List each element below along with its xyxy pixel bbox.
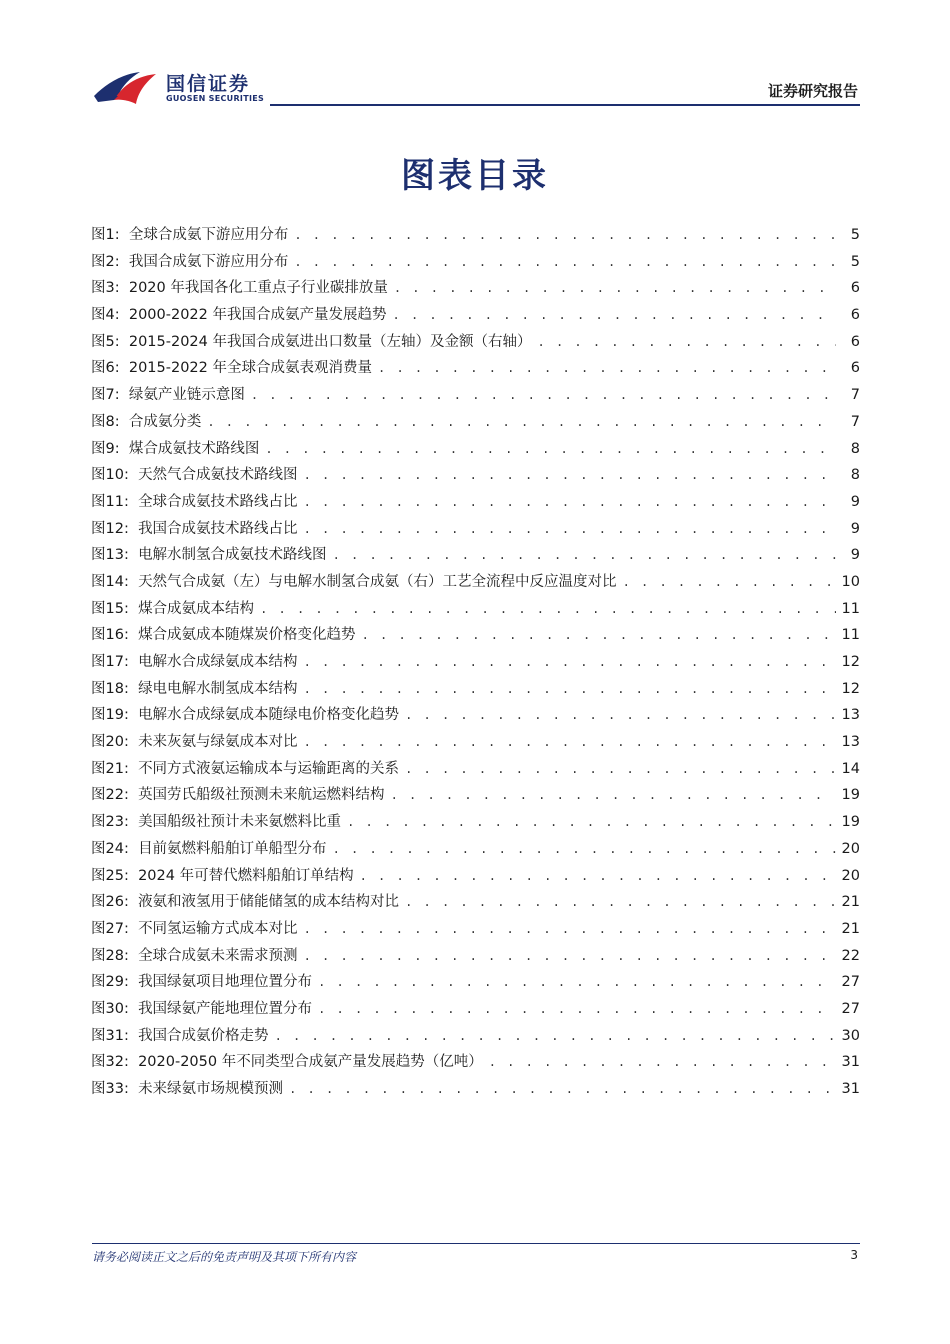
toc-page-number: 20 [841,867,860,884]
toc-figure-title: 未来灰氨与绿氨成本对比 [138,734,298,751]
toc-page-number: 6 [850,360,860,377]
toc-dot-leader [207,409,836,436]
toc-figure-title: 煤合成氨成本结构 [138,600,255,617]
toc-figure-title: 不同氢运输方式成本对比 [138,920,298,937]
toc-figure-label: 图12: [91,520,129,537]
toc-entry[interactable] [91,676,860,703]
toc-dot-leader [318,996,835,1023]
toc-entry[interactable] [91,943,860,970]
toc-figure-label: 图15: [91,600,129,617]
toc-dot-leader [394,275,836,302]
toc-spacer [129,596,138,623]
toc-figure-title: 绿氨产业链示意图 [128,387,245,404]
toc-dot-leader [391,782,836,809]
toc-dot-leader [304,649,836,676]
toc-dot-leader [251,382,836,409]
logo-english-name: GUOSEN SECURITIES [166,94,265,103]
toc-figure-title: 我国绿氨产能地理位置分布 [138,1000,313,1017]
toc-spacer [129,1049,138,1076]
toc-page-number: 13 [841,707,860,724]
toc-figure-label: 图31: [91,1027,129,1044]
toc-entry[interactable] [91,436,860,463]
toc-figure-label: 图14: [91,573,129,590]
toc-figure-label: 图1: [91,227,120,243]
toc-spacer [120,222,129,249]
toc-figure-title: 全球合成氨技术路线占比 [138,493,298,510]
toc-entry[interactable] [91,702,860,729]
toc-entry[interactable] [91,782,860,809]
toc-entry[interactable] [91,863,860,890]
toc-figure-label: 图8: [91,413,120,430]
toc-dot-leader [538,329,837,356]
toc-entry[interactable] [91,596,860,623]
toc-spacer [129,809,138,836]
toc-figure-label: 图28: [91,947,129,964]
toc-figure-title: 不同方式液氨运输成本与运输距离的关系 [138,760,400,777]
figure-list [91,222,860,1103]
toc-dot-leader [360,863,836,890]
toc-dot-leader [405,756,835,783]
toc-dot-leader [304,462,836,489]
toc-spacer [120,436,129,463]
toc-spacer [129,1076,138,1103]
toc-dot-leader [378,355,836,382]
toc-figure-title: 全球合成氨下游应用分布 [128,227,289,243]
toc-figure-label: 图33: [91,1081,129,1097]
footer-divider [92,1243,860,1244]
toc-figure-label: 图32: [91,1054,129,1071]
toc-page-number: 21 [841,894,860,911]
toc-dot-leader [260,596,835,623]
toc-dot-leader [294,222,836,249]
toc-spacer [129,836,138,863]
toc-page-number: 9 [850,520,860,537]
toc-figure-label: 图2: [91,253,120,270]
toc-figure-title: 2024 年可替代燃料船舶订单结构 [138,867,354,884]
toc-spacer [120,409,129,436]
toc-dot-leader [333,542,836,569]
toc-entry[interactable] [91,542,860,569]
toc-page-number: 7 [850,387,860,404]
toc-figure-title: 煤合成氨成本随煤炭价格变化趋势 [138,627,356,644]
toc-page-number: 6 [850,280,860,297]
toc-figure-label: 图13: [91,547,129,564]
toc-spacer [129,969,138,996]
toc-entry[interactable] [91,462,860,489]
page-header [0,0,950,110]
toc-entry[interactable] [91,649,860,676]
toc-figure-label: 图29: [91,974,129,991]
toc-page-number: 13 [841,734,860,751]
toc-entry[interactable] [91,916,860,943]
toc-page-number: 12 [841,654,860,670]
toc-entry[interactable] [91,756,860,783]
toc-figure-title: 全球合成氨未来需求预测 [138,947,298,964]
toc-spacer [129,462,138,489]
toc-figure-title: 我国合成氨下游应用分布 [128,253,289,270]
toc-spacer [129,756,138,783]
toc-entry[interactable] [91,382,860,409]
toc-spacer [129,622,138,649]
toc-spacer [120,355,129,382]
toc-dot-leader [333,836,836,863]
toc-entry[interactable] [91,1076,860,1103]
toc-figure-title: 2015-2022 年全球合成氨表观消费量 [128,360,372,377]
toc-spacer [129,996,138,1023]
toc-figure-title: 绿电电解水制氢成本结构 [138,680,298,697]
toc-spacer [129,889,138,916]
toc-page-number: 30 [841,1027,860,1044]
toc-page-number: 7 [850,413,860,430]
toc-entry[interactable] [91,836,860,863]
toc-spacer [129,516,138,543]
toc-spacer [129,1023,138,1050]
toc-spacer [129,649,138,676]
toc-figure-label: 图20: [91,734,129,751]
toc-dot-leader [304,516,836,543]
toc-entry[interactable] [91,249,860,276]
toc-page-number: 5 [850,227,860,243]
toc-figure-title: 未来绿氨市场规模预测 [138,1081,284,1097]
header-divider [270,104,860,106]
toc-entry[interactable] [91,409,860,436]
toc-spacer [120,302,129,329]
toc-dot-leader [294,249,836,276]
toc-figure-label: 图26: [91,894,129,911]
toc-dot-leader [304,916,836,943]
toc-figure-label: 图17: [91,654,129,670]
toc-page-number: 12 [841,680,860,697]
toc-figure-title: 我国绿氨项目地理位置分布 [138,974,313,991]
toc-spacer [129,569,138,596]
toc-dot-leader [265,436,836,463]
toc-spacer [129,729,138,756]
report-type-label: 证券研究报告 [767,82,858,100]
toc-entry[interactable] [91,969,860,996]
toc-entry[interactable] [91,622,860,649]
toc-page-number: 20 [841,840,860,857]
toc-page-number: 19 [841,814,860,831]
toc-spacer [120,329,129,356]
toc-entry[interactable] [91,329,860,356]
toc-dot-leader [405,889,835,916]
toc-figure-title: 电解水合成绿氨成本结构 [138,654,298,670]
toc-spacer [129,943,138,970]
toc-dot-leader [289,1076,835,1103]
toc-figure-label: 图10: [91,467,129,484]
toc-figure-title: 2020-2050 年不同类型合成氨产量发展趋势（亿吨） [138,1054,483,1071]
toc-entry[interactable] [91,889,860,916]
toc-figure-label: 图24: [91,840,129,857]
toc-figure-label: 图22: [91,787,129,804]
toc-entry[interactable] [91,489,860,516]
toc-dot-leader [393,302,837,329]
page-title: 图表目录 [401,156,549,196]
toc-figure-title: 2020 年我国各化工重点子行业碳排放量 [128,280,388,297]
toc-figure-label: 图11: [91,493,129,510]
toc-page-number: 22 [841,947,860,964]
toc-dot-leader [347,809,835,836]
toc-page-number: 31 [841,1054,860,1071]
toc-spacer [129,782,138,809]
toc-spacer [129,676,138,703]
toc-figure-title: 天然气合成氨（左）与电解水制氢合成氨（右）工艺全流程中反应温度对比 [138,573,617,590]
toc-entry[interactable] [91,355,860,382]
toc-page-number: 14 [841,760,860,777]
toc-page-number: 27 [841,974,860,991]
toc-page-number: 11 [841,627,860,644]
toc-figure-title: 英国劳氏船级社预测未来航运燃料结构 [138,787,385,804]
toc-figure-label: 图6: [91,360,120,377]
toc-figure-title: 煤合成氨技术路线图 [128,440,260,457]
toc-dot-leader [304,729,836,756]
toc-page-number: 21 [841,920,860,937]
footer-disclaimer: 请务必阅读正文之后的免责声明及其项下所有内容 [92,1250,357,1264]
toc-dot-leader [405,702,835,729]
toc-page-number: 6 [850,307,860,324]
toc-entry[interactable] [91,729,860,756]
toc-page-number: 11 [841,600,860,617]
toc-page-number: 5 [850,253,860,270]
toc-entry[interactable] [91,275,860,302]
toc-spacer [129,863,138,890]
toc-dot-leader [623,569,836,596]
toc-spacer [120,275,129,302]
toc-figure-label: 图3: [91,280,120,297]
toc-spacer [129,916,138,943]
toc-dot-leader [318,969,835,996]
toc-entry[interactable] [91,1049,860,1076]
toc-figure-label: 图27: [91,920,129,937]
toc-page-number: 6 [850,333,860,350]
toc-figure-title: 2015-2024 年我国合成氨进出口数量（左轴）及金额（右轴） [128,333,532,350]
toc-figure-label: 图9: [91,440,120,457]
toc-figure-title: 我国合成氨技术路线占比 [138,520,298,537]
toc-spacer [120,382,129,409]
toc-figure-label: 图5: [91,333,120,350]
toc-page-number: 9 [850,493,860,510]
toc-page-number: 19 [841,787,860,804]
toc-entry[interactable] [91,222,860,249]
toc-figure-label: 图21: [91,760,129,777]
toc-figure-label: 图4: [91,307,120,324]
logo-chinese-name: 国信证券 [166,73,251,95]
toc-entry[interactable] [91,302,860,329]
toc-spacer [120,249,129,276]
toc-figure-label: 图16: [91,627,129,644]
toc-figure-title: 我国合成氨价格走势 [138,1027,269,1044]
toc-entry[interactable] [91,996,860,1023]
toc-entry[interactable] [91,516,860,543]
toc-spacer [129,489,138,516]
toc-figure-title: 电解水制氢合成氨技术路线图 [138,547,327,564]
toc-figure-label: 图30: [91,1000,129,1017]
toc-spacer [129,702,138,729]
toc-page-number: 31 [841,1081,860,1097]
toc-figure-title: 合成氨分类 [128,413,202,430]
toc-page-number: 27 [841,1000,860,1017]
toc-figure-label: 图23: [91,814,129,831]
toc-dot-leader [362,622,836,649]
toc-page-number: 8 [850,440,860,457]
toc-figure-label: 图25: [91,867,129,884]
toc-figure-title: 美国船级社预计未来氨燃料比重 [138,814,342,831]
page-number: 3 [850,1248,858,1262]
toc-dot-leader [489,1049,836,1076]
toc-page-number: 10 [841,573,860,590]
logo-mark-icon [92,66,160,110]
toc-entry[interactable] [91,1023,860,1050]
toc-page-number: 9 [850,547,860,564]
toc-figure-title: 天然气合成氨技术路线图 [138,467,298,484]
toc-figure-label: 图19: [91,707,129,724]
toc-dot-leader [304,489,836,516]
toc-dot-leader [304,943,836,970]
toc-spacer [129,542,138,569]
toc-entry[interactable] [91,569,860,596]
toc-figure-title: 目前氨燃料船舶订单船型分布 [138,840,327,857]
toc-figure-title: 液氨和液氢用于储能储氢的成本结构对比 [138,894,400,911]
toc-page-number: 8 [850,467,860,484]
toc-figure-title: 电解水合成绿氨成本随绿电价格变化趋势 [138,707,400,724]
toc-figure-title: 2000-2022 年我国合成氨产量发展趋势 [128,307,387,324]
toc-entry[interactable] [91,809,860,836]
company-logo [92,66,265,110]
toc-figure-label: 图18: [91,680,129,697]
toc-dot-leader [304,676,836,703]
toc-dot-leader [275,1023,836,1050]
toc-figure-label: 图7: [91,387,120,404]
